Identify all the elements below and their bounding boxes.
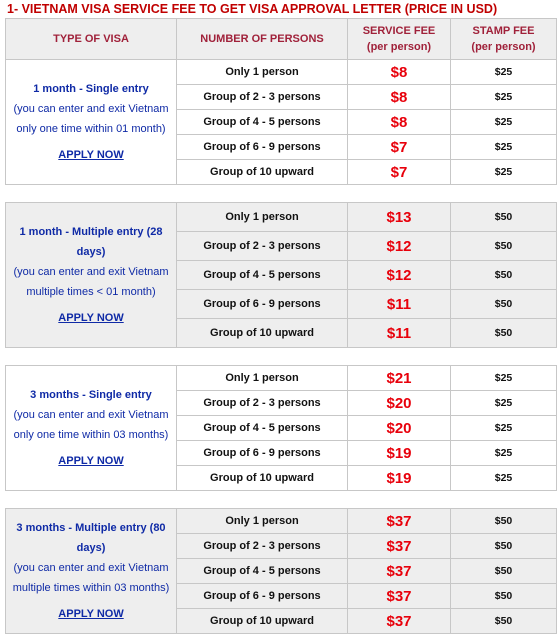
- visa-type-cell: [6, 366, 177, 491]
- stamp-fee-cell: $50: [451, 534, 557, 559]
- header-stamp-fee: [451, 19, 557, 60]
- apply-now-link[interactable]: APPLY NOW: [58, 149, 124, 161]
- visa-type-cell: [6, 203, 177, 348]
- table-row: [6, 60, 557, 85]
- service-fee-cell: $7: [348, 160, 451, 185]
- visa-note: (you can enter and exit Vietnam multiple times within 03 months): [12, 562, 170, 594]
- stamp-fee-cell: $25: [451, 160, 557, 185]
- table-row: [6, 366, 557, 391]
- persons-cell: Group of 10 upward: [177, 160, 348, 185]
- service-fee-cell: $13: [348, 203, 451, 232]
- persons-cell: Group of 6 - 9 persons: [177, 135, 348, 160]
- stamp-fee-cell: $25: [451, 135, 557, 160]
- stamp-fee-cell: $50: [451, 261, 557, 290]
- persons-cell: Group of 2 - 3 persons: [177, 534, 348, 559]
- visa-name: 3 months - Single entry: [30, 389, 152, 401]
- service-fee-cell: $7: [348, 135, 451, 160]
- service-fee-cell: $37: [348, 509, 451, 534]
- stamp-fee-cell: $25: [451, 391, 557, 416]
- stamp-fee-cell: $50: [451, 584, 557, 609]
- visa-name: 1 month - Multiple entry (28 days): [19, 226, 163, 258]
- service-fee-cell: $8: [348, 85, 451, 110]
- visa-note: (you can enter and exit Vietnam only one time within 01 month): [13, 103, 169, 135]
- group-separator: [6, 491, 557, 509]
- stamp-fee-cell: $25: [451, 416, 557, 441]
- persons-cell: Group of 10 upward: [177, 319, 348, 348]
- persons-cell: Group of 10 upward: [177, 609, 348, 634]
- service-fee-cell: $20: [348, 416, 451, 441]
- service-fee-cell: $37: [348, 609, 451, 634]
- group-separator: [6, 348, 557, 366]
- header-service-fee-sub: (per person): [366, 41, 432, 53]
- service-fee-cell: $11: [348, 290, 451, 319]
- persons-cell: Only 1 person: [177, 203, 348, 232]
- header-number-of-persons: NUMBER OF PERSONS: [177, 19, 348, 60]
- visa-type-cell: [6, 60, 177, 185]
- service-fee-cell: $8: [348, 60, 451, 85]
- persons-cell: Group of 6 - 9 persons: [177, 584, 348, 609]
- persons-cell: Only 1 person: [177, 60, 348, 85]
- table-row: [6, 509, 557, 534]
- persons-cell: Only 1 person: [177, 509, 348, 534]
- apply-now-link[interactable]: APPLY NOW: [58, 608, 124, 620]
- table-header-row: [6, 19, 557, 60]
- header-stamp-fee-label: STAMP FEE: [472, 25, 535, 37]
- persons-cell: Group of 6 - 9 persons: [177, 441, 348, 466]
- stamp-fee-cell: $25: [451, 441, 557, 466]
- visa-name: 1 month - Single entry: [33, 83, 149, 95]
- page-title: 1- VIETNAM VISA SERVICE FEE TO GET VISA APPROVAL LETTER (PRICE IN USD): [7, 2, 498, 16]
- group-separator: [6, 185, 557, 203]
- service-fee-cell: $8: [348, 110, 451, 135]
- stamp-fee-cell: $50: [451, 203, 557, 232]
- service-fee-cell: $37: [348, 534, 451, 559]
- visa-type-cell: [6, 509, 177, 634]
- stamp-fee-cell: $50: [451, 609, 557, 634]
- apply-now-link[interactable]: APPLY NOW: [58, 455, 124, 467]
- stamp-fee-cell: $50: [451, 559, 557, 584]
- fee-table-body: [6, 60, 557, 634]
- service-fee-cell: $19: [348, 466, 451, 491]
- persons-cell: Group of 2 - 3 persons: [177, 232, 348, 261]
- separator-cell: [6, 348, 557, 366]
- persons-cell: Group of 6 - 9 persons: [177, 290, 348, 319]
- service-fee-cell: $20: [348, 391, 451, 416]
- stamp-fee-cell: $50: [451, 319, 557, 348]
- header-type-of-visa: TYPE OF VISA: [6, 19, 177, 60]
- visa-note: (you can enter and exit Vietnam multiple times < 01 month): [13, 266, 169, 298]
- service-fee-cell: $12: [348, 261, 451, 290]
- service-fee-cell: $12: [348, 232, 451, 261]
- persons-cell: Group of 4 - 5 persons: [177, 110, 348, 135]
- stamp-fee-cell: $25: [451, 60, 557, 85]
- stamp-fee-cell: $25: [451, 110, 557, 135]
- persons-cell: Group of 4 - 5 persons: [177, 416, 348, 441]
- stamp-fee-cell: $25: [451, 366, 557, 391]
- visa-note: (you can enter and exit Vietnam only one time within 03 months): [13, 409, 169, 441]
- visa-name: 3 months - Multiple entry (80 days): [16, 522, 166, 554]
- service-fee-cell: $11: [348, 319, 451, 348]
- stamp-fee-cell: $25: [451, 85, 557, 110]
- header-stamp-fee-sub: (per person): [471, 41, 536, 53]
- header-service-fee-label: SERVICE FEE: [362, 25, 436, 37]
- service-fee-cell: $37: [348, 559, 451, 584]
- stamp-fee-cell: $50: [451, 232, 557, 261]
- persons-cell: Group of 4 - 5 persons: [177, 559, 348, 584]
- service-fee-cell: $21: [348, 366, 451, 391]
- stamp-fee-cell: $50: [451, 290, 557, 319]
- persons-cell: Only 1 person: [177, 366, 348, 391]
- apply-now-link[interactable]: APPLY NOW: [58, 312, 124, 324]
- separator-cell: [6, 185, 557, 203]
- table-row: [6, 203, 557, 232]
- persons-cell: Group of 2 - 3 persons: [177, 391, 348, 416]
- persons-cell: Group of 10 upward: [177, 466, 348, 491]
- service-fee-cell: $19: [348, 441, 451, 466]
- stamp-fee-cell: $25: [451, 466, 557, 491]
- service-fee-cell: $37: [348, 584, 451, 609]
- stamp-fee-cell: $50: [451, 509, 557, 534]
- header-service-fee: [348, 19, 451, 60]
- persons-cell: Group of 4 - 5 persons: [177, 261, 348, 290]
- visa-fee-table: [5, 18, 557, 634]
- persons-cell: Group of 2 - 3 persons: [177, 85, 348, 110]
- separator-cell: [6, 491, 557, 509]
